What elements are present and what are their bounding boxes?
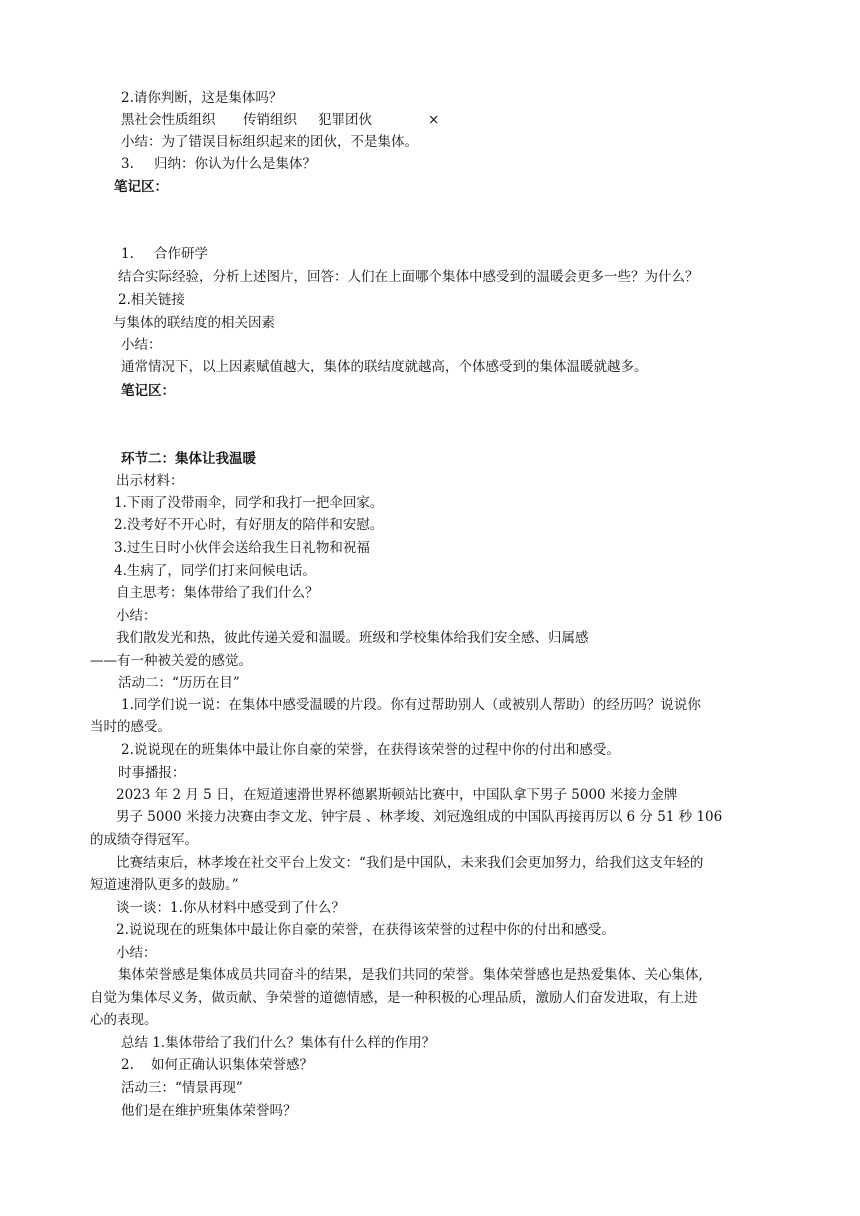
summary-text: 自觉为集体尽义务，做贡献、争荣誉的道德情感，是一种积极的心理品质，激励人们奋发进取，有上进 <box>90 990 698 1006</box>
materials-label: 出示材料： <box>116 473 184 489</box>
related-link-text: 2.相关链接 <box>118 292 185 308</box>
discussion-text: 谈一谈：1.你从材料中感受到了什么？ <box>116 900 345 916</box>
news-text: 短道速滑队更多的鼓励。” <box>90 877 239 893</box>
cross-mark: × <box>428 112 440 128</box>
summary-text: 通常情况下，以上因素赋值越大，集体的联结度就越高，个体感受到的集体温暖就越多。 <box>121 359 648 375</box>
activity-item: 1.同学们说一说：在集体中感受温暖的片段。你有过帮助别人（或被别人帮助）的经历吗？说说你 <box>121 697 701 713</box>
summary-text: 心的表现。 <box>90 1012 158 1028</box>
item-2-number: 2. <box>121 1057 134 1073</box>
activity-heading: 活动三：“情景再现” <box>121 1080 243 1096</box>
item-3-number: 3. <box>121 156 134 172</box>
summary-label: 小结： <box>121 337 162 353</box>
summary-label: 小结： <box>116 608 157 624</box>
material-item: 3.过生日时小伙伴会送给我生日礼物和祝福 <box>114 540 370 556</box>
summary-label: 小结： <box>116 945 157 961</box>
item-2-text: 如何正确认识集体荣誉感？ <box>151 1057 313 1073</box>
activity-item: 2.说说现在的班集体中最让你自豪的荣誉，在获得该荣誉的过程中你的付出和感受。 <box>121 742 620 758</box>
self-reflection-text: 自主思考：集体带给了我们什么？ <box>116 585 319 601</box>
notes-heading: 笔记区： <box>114 179 168 195</box>
example-gang: 犯罪团伙 <box>318 112 372 128</box>
summary-text: 小结：为了错误目标组织起来的团伙，不是集体。 <box>121 134 418 150</box>
item-1-text: 合作研学 <box>154 246 208 262</box>
activity-heading: 活动二：“历历在目” <box>118 675 240 691</box>
example-mafia: 黑社会性质组织 <box>121 112 216 128</box>
news-text: 的成绩夺得冠军。 <box>90 832 198 848</box>
news-text: 比赛结束后，林孝埈在社交平台上发文：“我们是中国队，未来我们会更加努力，给我们这支年轻的 <box>116 855 704 871</box>
question-2-text: 2.请你判断，这是集体吗？ <box>121 90 283 106</box>
material-item: 4.生病了，同学们打来问候电话。 <box>114 563 316 579</box>
item-1-number: 1. <box>121 246 134 262</box>
conclusion-text: 总结 1.集体带给了我们什么？集体有什么样的作用？ <box>121 1035 436 1051</box>
summary-text: ——有一种被关爱的感觉。 <box>90 653 252 669</box>
summary-text: 我们散发光和热，彼此传递关爱和温暖。班级和学校集体给我们安全感、归属感 <box>116 630 589 646</box>
summary-text: 集体荣誉感是集体成员共同奋斗的结果，是我们共同的荣誉。集体荣誉感也是热爱集体、关心集体, <box>118 967 703 983</box>
section-heading: 环节二：集体让我温暖 <box>121 451 256 467</box>
notes-heading: 笔记区： <box>121 383 175 399</box>
paragraph-text: 与集体的联结度的相关因素 <box>113 315 275 331</box>
paragraph-text: 结合实际经验，分析上述图片，回答：人们在上面哪个集体中感受到的温暖会更多一些？为什么？ <box>118 269 699 285</box>
question-text: 他们是在维护班集体荣誉吗？ <box>121 1103 297 1119</box>
material-item: 2.没考好不开心时，有好朋友的陪伴和安慰。 <box>114 517 384 533</box>
activity-item: 当时的感受。 <box>90 719 171 735</box>
news-text: 2023 年 2 月 5 日，在短道速滑世界杯德累斯顿站比赛中，中国队拿下男子 5000 米接力金牌 <box>116 787 678 803</box>
news-text: 男子 5000 米接力决赛由李文龙、钟宇晨 、林孝埈、刘冠逸组成的中国队再接再厉以 6 分 51 秒 106 <box>116 809 723 825</box>
material-item: 1.下雨了没带雨伞，同学和我打一把伞回家。 <box>114 495 384 511</box>
discussion-text: 2.说说现在的班集体中最让你自豪的荣誉，在获得该荣誉的过程中你的付出和感受。 <box>116 922 615 938</box>
example-pyramid: 传销组织 <box>243 112 297 128</box>
item-3-text: 归纳：你认为什么是集体？ <box>154 156 316 172</box>
news-label: 时事播报： <box>118 765 186 781</box>
